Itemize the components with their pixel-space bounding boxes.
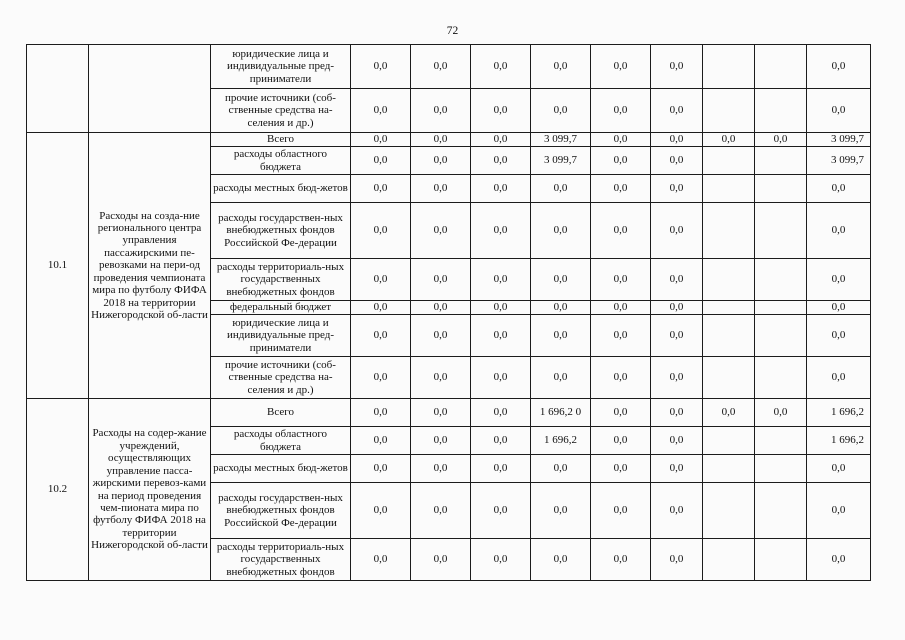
value-cell: 0,0 — [531, 483, 591, 539]
value-cell: 0,0 — [651, 539, 703, 581]
value-cell: 0,0 — [651, 427, 703, 455]
funding-source-cell: расходы областного бюджета — [211, 427, 351, 455]
value-cell: 0,0 — [471, 539, 531, 581]
value-cell: 0,0 — [471, 301, 531, 315]
value-cell: 0,0 — [651, 455, 703, 483]
value-cell: 0,0 — [411, 133, 471, 147]
value-cell: 0,0 — [351, 301, 411, 315]
value-cell — [703, 259, 755, 301]
value-cell: 0,0 — [411, 455, 471, 483]
value-cell — [703, 89, 755, 133]
funding-source-cell: Всего — [211, 399, 351, 427]
item-description-cell: Расходы на содер-жание учреждений, осуществляющих управление пасса-жирскими перевоз-ками на период проведения чем-пионата мира по футболу ФИФА 2018 на территории Нижегородской об-ласти — [89, 399, 211, 581]
value-cell: 0,0 — [755, 133, 807, 147]
value-cell: 0,0 — [471, 315, 531, 357]
value-cell — [703, 455, 755, 483]
value-cell: 0,0 — [351, 357, 411, 399]
value-cell — [703, 301, 755, 315]
funding-source-cell: расходы местных бюд-жетов — [211, 175, 351, 203]
value-cell: 0,0 — [351, 133, 411, 147]
value-cell: 0,0 — [411, 315, 471, 357]
value-cell: 0,0 — [591, 147, 651, 175]
value-cell: 0,0 — [807, 203, 871, 259]
value-cell: 0,0 — [471, 133, 531, 147]
item-description-cell: Расходы на созда-ние регионального центра управления пассажирскими пе-ревозками на пери-од проведения чемпионата мира по футболу ФИФА 2018 на территории Нижегородской об-ласти — [89, 133, 211, 399]
value-cell — [755, 427, 807, 455]
value-cell: 0,0 — [651, 147, 703, 175]
value-cell: 0,0 — [411, 175, 471, 203]
funding-source-cell: Всего — [211, 133, 351, 147]
value-cell: 1 696,2 — [531, 427, 591, 455]
value-cell: 0,0 — [471, 455, 531, 483]
funding-source-cell: юридические лица и индивидуальные пред-приниматели — [211, 315, 351, 357]
value-cell: 0,0 — [651, 399, 703, 427]
value-cell: 0,0 — [351, 315, 411, 357]
value-cell: 0,0 — [651, 45, 703, 89]
table-row — [27, 399, 871, 427]
value-cell: 0,0 — [351, 147, 411, 175]
table-row — [27, 133, 871, 147]
value-cell: 0,0 — [755, 399, 807, 427]
funding-source-cell: расходы территориаль-ных государственных внебюджетных фондов — [211, 259, 351, 301]
value-cell: 0,0 — [351, 175, 411, 203]
value-cell — [703, 45, 755, 89]
value-cell: 0,0 — [591, 203, 651, 259]
value-cell — [755, 147, 807, 175]
value-cell: 0,0 — [651, 203, 703, 259]
value-cell: 0,0 — [351, 427, 411, 455]
funding-source-cell: расходы государствен-ных внебюджетных фондов Российской Фе-дерации — [211, 203, 351, 259]
value-cell: 0,0 — [351, 455, 411, 483]
value-cell — [755, 455, 807, 483]
value-cell: 0,0 — [591, 45, 651, 89]
value-cell: 0,0 — [591, 259, 651, 301]
value-cell — [755, 357, 807, 399]
value-cell — [755, 89, 807, 133]
value-cell — [755, 175, 807, 203]
value-cell: 0,0 — [471, 259, 531, 301]
budget-table — [26, 44, 871, 581]
value-cell: 0,0 — [351, 89, 411, 133]
value-cell: 0,0 — [471, 147, 531, 175]
value-cell: 0,0 — [411, 357, 471, 399]
value-cell: 3 099,7 — [807, 147, 871, 175]
value-cell: 0,0 — [591, 399, 651, 427]
value-cell: 0,0 — [411, 399, 471, 427]
value-cell — [755, 203, 807, 259]
value-cell — [755, 483, 807, 539]
value-cell: 1 696,2 0 — [531, 399, 591, 427]
funding-source-cell: прочие источники (соб-ственные средства на-селения и др.) — [211, 357, 351, 399]
funding-source-cell: юридические лица и индивидуальные пред-приниматели — [211, 45, 351, 89]
value-cell: 0,0 — [531, 301, 591, 315]
value-cell: 0,0 — [591, 455, 651, 483]
value-cell: 0,0 — [591, 483, 651, 539]
value-cell: 0,0 — [807, 89, 871, 133]
value-cell: 0,0 — [471, 89, 531, 133]
funding-source-cell: расходы местных бюд-жетов — [211, 455, 351, 483]
item-code-cell: 10.1 — [27, 133, 89, 399]
value-cell: 0,0 — [807, 357, 871, 399]
value-cell: 0,0 — [807, 483, 871, 539]
value-cell: 3 099,7 — [531, 133, 591, 147]
value-cell — [703, 315, 755, 357]
value-cell: 0,0 — [531, 455, 591, 483]
value-cell: 0,0 — [471, 175, 531, 203]
value-cell: 0,0 — [591, 357, 651, 399]
value-cell — [755, 301, 807, 315]
value-cell: 0,0 — [531, 539, 591, 581]
value-cell: 0,0 — [531, 175, 591, 203]
value-cell: 0,0 — [531, 89, 591, 133]
value-cell: 0,0 — [471, 399, 531, 427]
value-cell: 0,0 — [351, 483, 411, 539]
value-cell: 0,0 — [351, 539, 411, 581]
table-body — [27, 45, 871, 581]
funding-source-cell: расходы областного бюджета — [211, 147, 351, 175]
value-cell: 0,0 — [651, 357, 703, 399]
value-cell: 0,0 — [471, 483, 531, 539]
table-row — [27, 45, 871, 89]
value-cell: 0,0 — [411, 203, 471, 259]
value-cell: 0,0 — [651, 89, 703, 133]
value-cell: 3 099,7 — [807, 133, 871, 147]
value-cell: 0,0 — [471, 427, 531, 455]
value-cell: 0,0 — [411, 427, 471, 455]
value-cell: 0,0 — [591, 427, 651, 455]
value-cell: 0,0 — [591, 133, 651, 147]
code-cell — [27, 45, 89, 133]
value-cell: 0,0 — [651, 133, 703, 147]
value-cell: 0,0 — [531, 203, 591, 259]
value-cell — [703, 539, 755, 581]
value-cell: 0,0 — [411, 89, 471, 133]
value-cell: 0,0 — [651, 175, 703, 203]
value-cell: 0,0 — [411, 539, 471, 581]
value-cell: 0,0 — [411, 259, 471, 301]
funding-source-cell: федеральный бюджет — [211, 301, 351, 315]
value-cell: 0,0 — [807, 259, 871, 301]
value-cell: 0,0 — [351, 45, 411, 89]
value-cell: 0,0 — [411, 301, 471, 315]
value-cell: 0,0 — [471, 203, 531, 259]
value-cell: 0,0 — [531, 45, 591, 89]
funding-source-cell: расходы государствен-ных внебюджетных фондов Российской Фе-дерации — [211, 483, 351, 539]
value-cell: 0,0 — [351, 259, 411, 301]
value-cell — [703, 175, 755, 203]
value-cell: 0,0 — [411, 147, 471, 175]
value-cell: 0,0 — [351, 203, 411, 259]
description-cell — [89, 45, 211, 133]
value-cell: 0,0 — [807, 45, 871, 89]
value-cell: 0,0 — [807, 315, 871, 357]
value-cell: 0,0 — [651, 259, 703, 301]
value-cell: 0,0 — [471, 357, 531, 399]
value-cell: 0,0 — [703, 399, 755, 427]
value-cell: 0,0 — [807, 175, 871, 203]
value-cell: 3 099,7 — [531, 147, 591, 175]
value-cell: 0,0 — [531, 315, 591, 357]
value-cell: 0,0 — [591, 89, 651, 133]
value-cell — [755, 539, 807, 581]
value-cell: 1 696,2 — [807, 399, 871, 427]
value-cell: 0,0 — [651, 315, 703, 357]
value-cell: 0,0 — [591, 175, 651, 203]
value-cell — [703, 203, 755, 259]
value-cell: 0,0 — [651, 301, 703, 315]
value-cell: 0,0 — [531, 259, 591, 301]
value-cell: 0,0 — [471, 45, 531, 89]
value-cell — [755, 45, 807, 89]
value-cell: 0,0 — [531, 357, 591, 399]
value-cell: 0,0 — [591, 301, 651, 315]
funding-source-cell: расходы территориаль-ных государственных внебюджетных фондов — [211, 539, 351, 581]
value-cell: 0,0 — [591, 315, 651, 357]
value-cell — [755, 259, 807, 301]
page-number: 72 — [446, 25, 459, 37]
value-cell: 0,0 — [703, 133, 755, 147]
value-cell — [703, 483, 755, 539]
item-code-cell: 10.2 — [27, 399, 89, 581]
value-cell — [755, 315, 807, 357]
value-cell: 0,0 — [807, 455, 871, 483]
value-cell: 0,0 — [411, 45, 471, 89]
funding-source-cell: прочие источники (соб-ственные средства на-селения и др.) — [211, 89, 351, 133]
value-cell: 0,0 — [807, 539, 871, 581]
value-cell: 0,0 — [651, 483, 703, 539]
value-cell: 0,0 — [351, 399, 411, 427]
value-cell: 1 696,2 — [807, 427, 871, 455]
value-cell: 0,0 — [807, 301, 871, 315]
value-cell — [703, 147, 755, 175]
value-cell — [703, 427, 755, 455]
value-cell: 0,0 — [411, 483, 471, 539]
value-cell — [703, 357, 755, 399]
value-cell: 0,0 — [591, 539, 651, 581]
